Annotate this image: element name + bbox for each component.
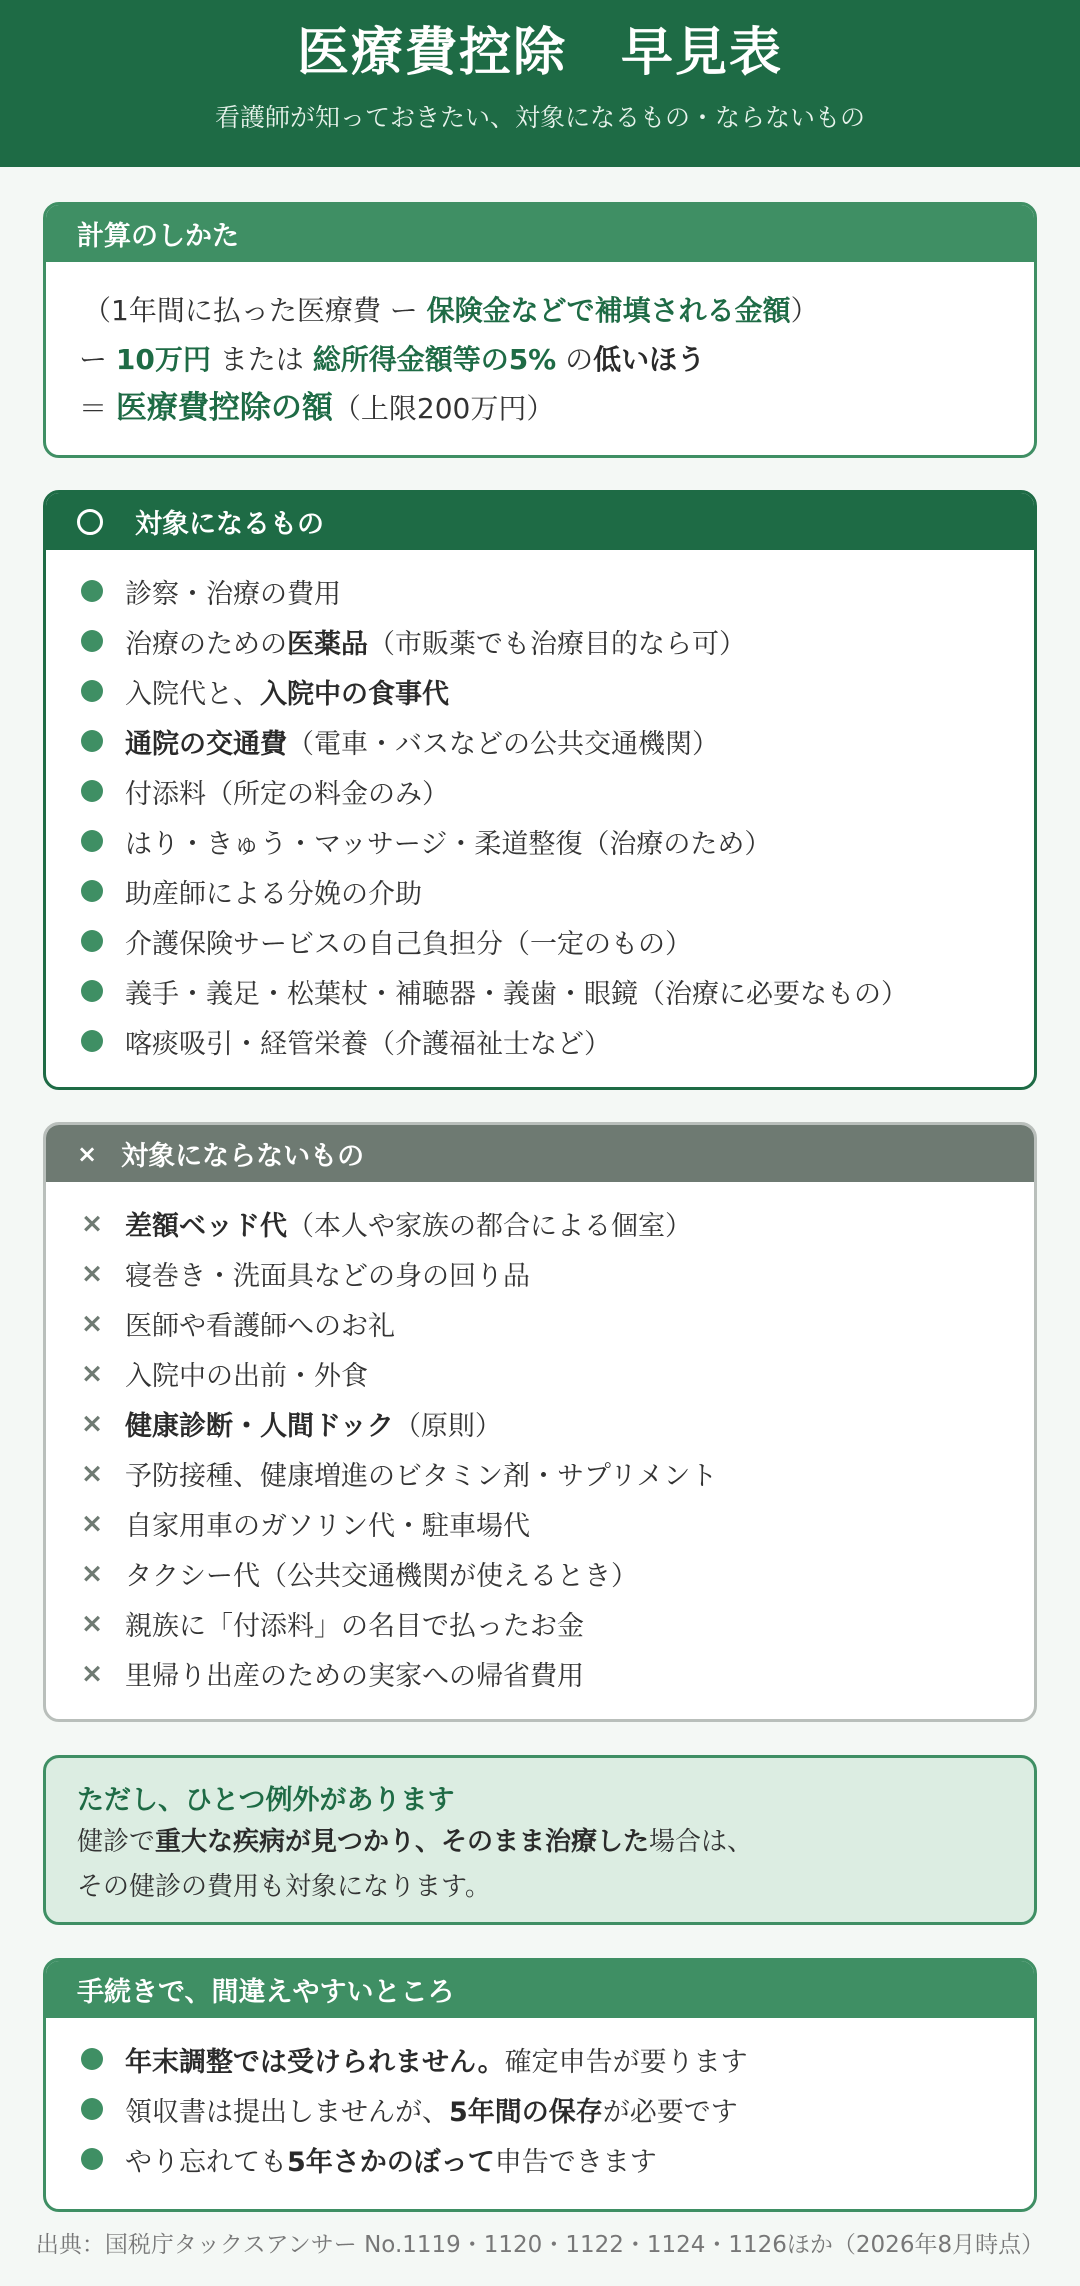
item-text: 確定申告が要ります: [504, 2046, 748, 2078]
calc-formula: [46, 262, 1034, 433]
item-bold-text: 5年さかのぼって: [287, 2146, 495, 2178]
item-text: （市販薬でも治療目的なら可）: [368, 628, 746, 660]
calc-highlight: 総所得金額等の5%: [312, 343, 557, 376]
list-item: [79, 1498, 1001, 1548]
calc-text: （上限200万円）: [332, 392, 555, 425]
calc-highlight: 10万円: [115, 343, 211, 376]
list-item: [79, 566, 1001, 616]
item-bold-text: 入院中の食事代: [260, 678, 449, 710]
bullet-dot-icon: [81, 780, 103, 802]
eligible-card: [43, 490, 1037, 1090]
item-bold-text: 5年間の保存: [449, 2096, 603, 2128]
calc-line-3: [79, 384, 1001, 433]
cross-icon: ×: [80, 1507, 104, 1539]
list-item: [79, 1298, 1001, 1348]
procedure-list: [79, 2018, 1001, 2184]
cross-icon: ×: [80, 1307, 104, 1339]
bullet-dot-icon: [81, 880, 103, 902]
list-item: [79, 1448, 1001, 1498]
list-item: [79, 1348, 1001, 1398]
list-item: [79, 966, 1001, 1016]
ineligible-card-header: [46, 1125, 1034, 1182]
bullet-dot-icon: [81, 630, 103, 652]
ineligible-card: [43, 1122, 1037, 1722]
list-item: [79, 1198, 1001, 1248]
item-text: （電車・バスなどの公共交通機関）: [287, 728, 719, 760]
eligible-list: [79, 550, 1001, 1066]
item-text: 付添料（所定の料金のみ）: [125, 778, 449, 810]
calc-bold: 低いほう: [593, 343, 706, 376]
bullet-dot-icon: [81, 580, 103, 602]
procedure-card: [43, 1958, 1037, 2212]
calc-text: ー: [79, 343, 116, 376]
item-text: 診察・治療の費用: [125, 578, 341, 610]
ineligible-card-title: 対象にならないもの: [121, 1141, 365, 1172]
item-bold-text: 通院の交通費: [125, 728, 287, 760]
item-bold-text: 健康診断・人間ドック: [125, 1410, 394, 1442]
item-text: 助産師による分娩の介助: [125, 878, 422, 910]
item-text: やり忘れても: [125, 2146, 287, 2178]
bullet-dot-icon: [81, 2098, 103, 2120]
bullet-dot-icon: [81, 1030, 103, 1052]
exception-text: 健診で: [77, 1827, 156, 1857]
bullet-dot-icon: [81, 980, 103, 1002]
item-text: はり・きゅう・マッサージ・柔道整復（治療のため）: [125, 828, 772, 860]
cross-icon: ×: [80, 1657, 104, 1689]
exception-text: 場合は、: [649, 1827, 754, 1857]
item-text: タクシー代（公共交通機関が使えるとき）: [125, 1560, 638, 1592]
eligible-card-header: [46, 493, 1034, 550]
list-item: [79, 1598, 1001, 1648]
list-item: [79, 616, 1001, 666]
list-item: [79, 2084, 1001, 2134]
item-text: 寝巻き・洗面具などの身の回り品: [125, 1260, 530, 1292]
calc-text: ）: [790, 294, 819, 327]
item-text: 里帰り出産のための実家への帰省費用: [125, 1660, 584, 1692]
list-item: [79, 1548, 1001, 1598]
procedure-card-title: 手続きで、間違えやすいところ: [46, 1961, 1034, 2018]
item-text: 義手・義足・松葉杖・補聴器・義歯・眼鏡（治療に必要なもの）: [125, 978, 908, 1010]
list-item: [79, 816, 1001, 866]
item-text: 親族に「付添料」の名目で払ったお金: [125, 1610, 584, 1642]
list-item: [79, 2134, 1001, 2184]
exception-line-2: その健診の費用も対象になります。: [77, 1872, 491, 1902]
bullet-dot-icon: [81, 730, 103, 752]
list-item: [79, 1398, 1001, 1448]
item-text: 喀痰吸引・経管栄養（介護福祉士など）: [125, 1028, 611, 1060]
list-item: [79, 1648, 1001, 1698]
item-text: が必要です: [602, 2096, 738, 2128]
calc-highlight: 保険金などで補填される金額: [426, 294, 791, 327]
item-text: 申告できます: [494, 2146, 657, 2178]
exception-line-1: [77, 1820, 1003, 1865]
item-text: （本人や家族の都合による個室）: [287, 1210, 692, 1242]
item-text: 介護保険サービスの自己負担分（一定のもの）: [125, 928, 692, 960]
list-item: [79, 866, 1001, 916]
page-title: 医療費控除 早見表: [296, 23, 783, 83]
calc-line-2: [79, 335, 1001, 384]
item-text: （原則）: [393, 1410, 502, 1442]
page-header: [0, 0, 1080, 167]
item-text: 医師や看護師へのお礼: [125, 1310, 395, 1342]
item-text: 領収書は提出しませんが、: [125, 2096, 449, 2128]
cross-icon: ×: [80, 1457, 104, 1489]
list-item: [79, 716, 1001, 766]
calc-line-1: [79, 286, 1001, 335]
cross-icon: ×: [77, 1139, 98, 1168]
list-item: [79, 766, 1001, 816]
cross-icon: ×: [80, 1257, 104, 1289]
list-item: [79, 2034, 1001, 2084]
cross-icon: ×: [80, 1357, 104, 1389]
item-text: 入院中の出前・外食: [125, 1360, 368, 1392]
item-text: 治療のための: [125, 628, 287, 660]
cross-icon: ×: [80, 1407, 104, 1439]
list-item: [79, 916, 1001, 966]
list-item: [79, 1248, 1001, 1298]
page-subtitle: 看護師が知っておきたい、対象になるもの・ならないもの: [214, 103, 865, 132]
bullet-dot-icon: [81, 2148, 103, 2170]
calc-card-title: 計算のしかた: [46, 205, 1034, 262]
list-item: [79, 666, 1001, 716]
calc-result: 医療費控除の額: [115, 390, 333, 426]
bullet-dot-icon: [81, 2048, 103, 2070]
item-text: 予防接種、健康増進のビタミン剤・サプリメント: [125, 1460, 718, 1492]
calc-card: [43, 202, 1037, 458]
calc-text: （1年間に払った医療費 ー: [83, 294, 427, 327]
bullet-dot-icon: [81, 680, 103, 702]
source-footer: 出典：国税庁タックスアンサー No.1119・1120・1122・1124・1126ほか（2026年8月時点）: [35, 2232, 1045, 2258]
item-bold-text: 差額ベッド代: [125, 1210, 287, 1242]
item-text: 自家用車のガソリン代・駐車場代: [125, 1510, 530, 1542]
item-bold-text: 医薬品: [287, 628, 368, 660]
calc-text: または: [210, 343, 313, 376]
calc-text: の: [556, 343, 594, 376]
exception-bold: 重大な疾病が見つかり、そのまま治療した: [155, 1827, 650, 1857]
cross-icon: ×: [80, 1207, 104, 1239]
circle-icon: [77, 509, 103, 535]
item-text: 入院代と、: [125, 678, 260, 710]
bullet-dot-icon: [81, 830, 103, 852]
cross-icon: ×: [80, 1557, 104, 1589]
item-bold-text: 年末調整では受けられません。: [125, 2046, 505, 2078]
cross-icon: ×: [80, 1607, 104, 1639]
exception-note: [43, 1755, 1037, 1925]
eligible-card-title: 対象になるもの: [135, 509, 324, 540]
ineligible-list: [79, 1182, 1001, 1698]
calc-text: ＝: [79, 392, 116, 425]
bullet-dot-icon: [81, 930, 103, 952]
list-item: [79, 1016, 1001, 1066]
exception-title: ただし、ひとつ例外があります: [77, 1785, 455, 1816]
